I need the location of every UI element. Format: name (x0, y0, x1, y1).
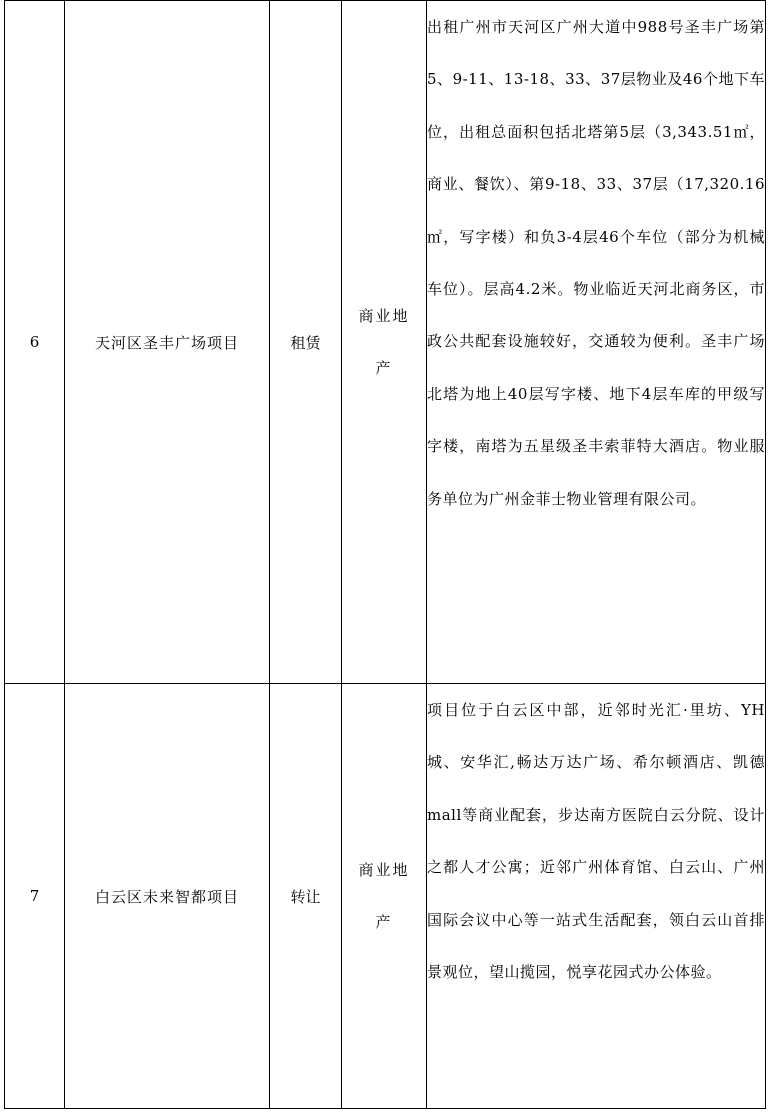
transaction-type: 租赁 (270, 1, 342, 684)
transaction-type: 转让 (270, 684, 342, 1109)
asset-category-cell (342, 684, 427, 1109)
row-number: 6 (5, 1, 65, 684)
row-number: 7 (5, 684, 65, 1109)
asset-category: 商业地产 (358, 861, 410, 931)
project-description: 出租广州市天河区广州大道中988号圣丰广场第5、9-11、13-18、33、37层物业及46个地下车位，出租总面积包括北塔第5层（3,343.51㎡，商业、餐饮）、第9-18、33、37层（17,320.16㎡，写字楼）和负3-4层46个车位（部分为机械车位）。层高4.2米。物业临近天河北商务区，市政公共配套设施较好，交通较为便利。圣丰广场北塔为地上40层写字楼、地下4层车库的甲级写字楼，南塔为五星级圣丰索菲特大酒店。物业服务单位为广州金菲士物业管理有限公司。 (427, 1, 766, 684)
asset-category: 商业地产 (358, 307, 410, 377)
project-name: 白云区未来智都项目 (65, 684, 270, 1109)
asset-table (4, 0, 766, 1109)
table-row (5, 1, 766, 684)
asset-category-cell (342, 1, 427, 684)
project-name: 天河区圣丰广场项目 (65, 1, 270, 684)
table-row (5, 684, 766, 1109)
project-description: 项目位于白云区中部，近邻时光汇·里坊、YH城、安华汇,畅达万达广场、希尔顿酒店、凯德mall等商业配套，步达南方医院白云分院、设计之都人才公寓；近邻广州体育馆、白云山、广州国际会议中心等一站式生活配套，领白云山首排景观位，望山揽园，悦享花园式办公体验。 (427, 684, 766, 1109)
